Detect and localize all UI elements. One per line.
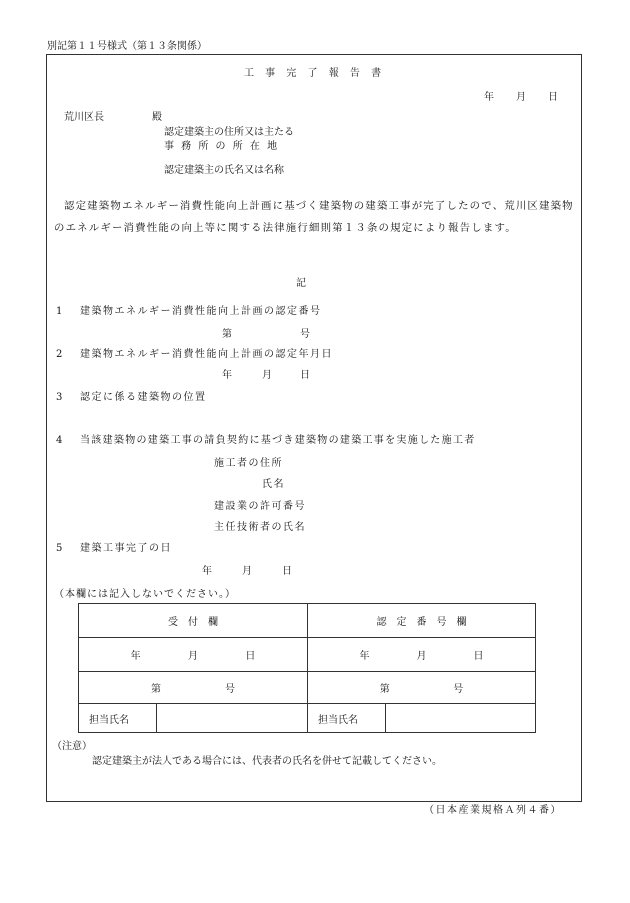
reception-month: 月 bbox=[187, 651, 198, 662]
item-number: 3 bbox=[56, 392, 63, 403]
notes-heading: （注意） bbox=[52, 741, 92, 752]
reception-day: 日 bbox=[245, 651, 256, 662]
owner-address-label-2: 事 務 所 の 所 在 地 bbox=[164, 141, 280, 152]
ki-heading: 記 bbox=[296, 278, 306, 289]
cert-person-field bbox=[386, 704, 536, 733]
paper-size-footer: （日本産業規格Ａ列４番） bbox=[424, 805, 562, 816]
report-paragraph: 認定建築物エネルギー消費性能向上計画に基づく建築物の建築工事が完了したので、荒川区建築物のエネルギー消費性能の向上等に関する法律施行細則第１３条の規定により報告します。 bbox=[54, 200, 574, 234]
cert-day: 日 bbox=[473, 651, 484, 662]
owner-address-label-1: 認定建築主の住所又は主たる bbox=[164, 127, 294, 138]
item1-go: 号 bbox=[300, 329, 310, 340]
contractor-address-label: 施工者の住所 bbox=[214, 458, 283, 469]
item-label: 建築工事完了の日 bbox=[80, 543, 172, 554]
reception-go: 号 bbox=[225, 684, 235, 695]
item5-year: 年 bbox=[202, 566, 212, 577]
date-day-label: 日 bbox=[548, 92, 558, 103]
office-use-table bbox=[78, 603, 536, 733]
form-title: 工 事 完 了 報 告 書 bbox=[244, 68, 386, 79]
cert-year: 年 bbox=[359, 651, 370, 662]
cert-dai: 第 bbox=[379, 684, 390, 695]
item-number: 5 bbox=[56, 543, 63, 554]
reception-person-field bbox=[157, 704, 308, 733]
cert-number-column-header: 認 定 番 号 欄 bbox=[308, 604, 536, 638]
reception-year: 年 bbox=[130, 651, 141, 662]
item-number: 4 bbox=[56, 435, 63, 446]
addressee-name: 荒川区長 bbox=[64, 112, 104, 123]
reception-number-cell bbox=[79, 672, 308, 704]
contractor-permit-label: 建設業の許可番号 bbox=[214, 501, 306, 512]
item5-day: 日 bbox=[282, 566, 292, 577]
item-label: 建築物エネルギー消費性能向上計画の認定番号 bbox=[80, 306, 322, 317]
cert-go: 号 bbox=[453, 684, 464, 695]
date-month-label: 月 bbox=[516, 92, 526, 103]
item2-year: 年 bbox=[222, 370, 232, 381]
date-year-label: 年 bbox=[484, 92, 494, 103]
reception-date-cell bbox=[79, 638, 308, 672]
contractor-name-label: 氏名 bbox=[262, 479, 285, 490]
item-number: 2 bbox=[56, 349, 63, 360]
item2-month: 月 bbox=[262, 370, 272, 381]
item5-month: 月 bbox=[242, 566, 252, 577]
item2-day: 日 bbox=[300, 370, 310, 381]
reception-column-header: 受 付 欄 bbox=[79, 604, 308, 638]
item1-dai: 第 bbox=[222, 329, 232, 340]
cert-month: 月 bbox=[416, 651, 427, 662]
item-label: 認定に係る建築物の位置 bbox=[80, 392, 207, 403]
reception-dai: 第 bbox=[151, 684, 161, 695]
cert-date-cell bbox=[308, 638, 536, 672]
reception-person-label: 担当氏名 bbox=[79, 704, 157, 733]
cert-person-label: 担当氏名 bbox=[308, 704, 386, 733]
addressee-honorific: 殿 bbox=[152, 112, 162, 123]
item-number: 1 bbox=[56, 306, 63, 317]
office-use-note: （本欄には記入しないでください。） bbox=[54, 589, 236, 600]
owner-name-label: 認定建築主の氏名又は名称 bbox=[164, 165, 284, 176]
item-label: 当該建築物の建築工事の請負契約に基づき建築物の建築工事を実施した施工者 bbox=[80, 435, 476, 446]
form-reference: 別記第１１号様式（第１３条関係） bbox=[47, 41, 207, 52]
cert-number-cell bbox=[308, 672, 536, 704]
item-label: 建築物エネルギー消費性能向上計画の認定年月日 bbox=[80, 349, 333, 360]
contractor-engineer-label: 主任技術者の氏名 bbox=[214, 522, 306, 533]
notes-text: 認定建築主が法人である場合には、代表者の氏名を併せて記載してください。 bbox=[92, 756, 442, 767]
